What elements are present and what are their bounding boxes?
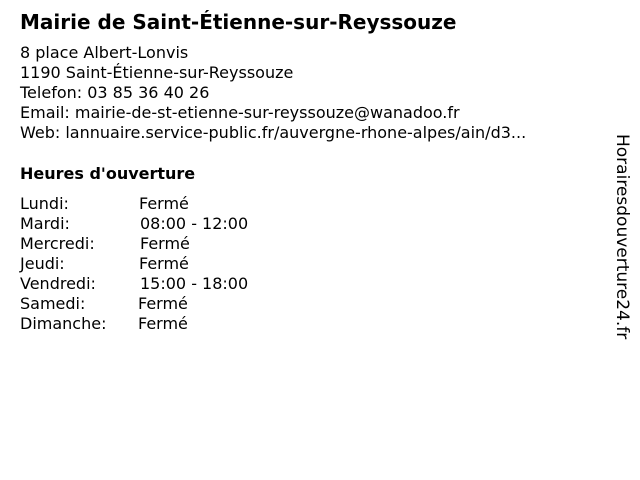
hours-value: Fermé [138, 294, 188, 313]
hours-value: Fermé [138, 314, 188, 333]
city-address: 1190 Saint-Étienne-sur-Reyssouze [20, 63, 294, 82]
hours-value: 08:00 - 12:00 [140, 214, 249, 233]
hours-heading: Heures d'ouverture [20, 164, 196, 183]
website-link: Web: lannuaire.service-public.fr/auvergne-rhone-alpes/ain/d3... [20, 123, 527, 142]
address-block [20, 43, 526, 143]
street-address: 8 place Albert-Lonvis [20, 43, 189, 62]
day-label: Dimanche: [20, 314, 107, 333]
hours-value: 15:00 - 18:00 [140, 274, 249, 293]
day-label: Mercredi: [20, 234, 95, 253]
day-label: Mardi: [20, 214, 70, 233]
hours-value: Fermé [139, 194, 189, 213]
hours-value: Fermé [140, 234, 190, 253]
hours-value: Fermé [139, 254, 189, 273]
day-label: Lundi: [20, 194, 69, 213]
site-watermark: Horairesdouverture24.fr [612, 134, 632, 340]
day-label: Samedi: [20, 294, 86, 313]
page-title: Mairie de Saint-Étienne-sur-Reyssouze [20, 10, 457, 34]
day-label: Vendredi: [20, 274, 96, 293]
phone-number: Telefon: 03 85 36 40 26 [20, 83, 210, 102]
email-address: Email: mairie-de-st-etienne-sur-reyssouze@wanadoo.fr [20, 103, 460, 122]
day-label: Jeudi: [20, 254, 65, 273]
